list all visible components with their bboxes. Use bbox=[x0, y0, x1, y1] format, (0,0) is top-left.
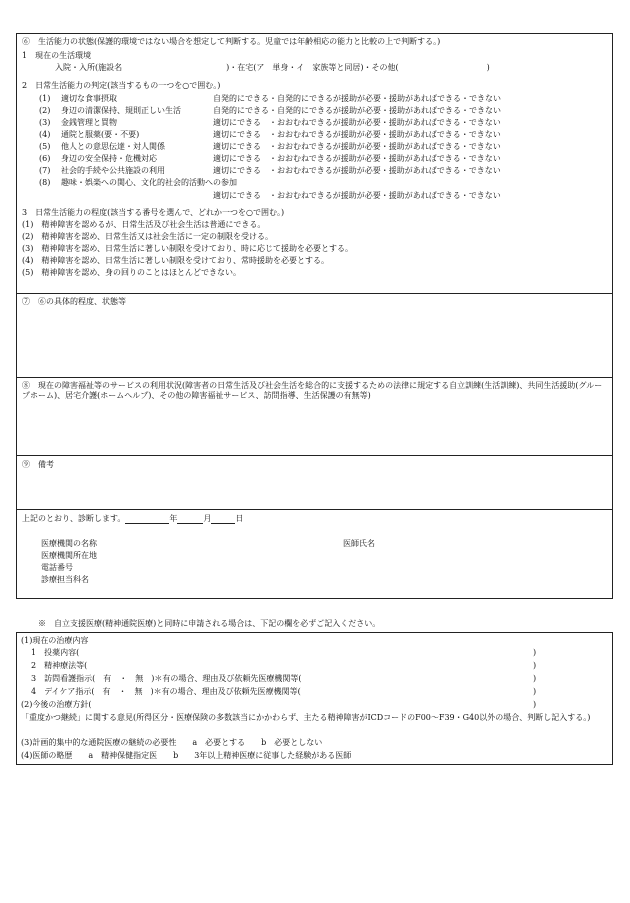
degree-option[interactable]: (3) 精神障害を認め、日常生活に著しい制限を受けており、時に応じて援助を必要とする。 bbox=[22, 244, 354, 253]
month-field[interactable] bbox=[177, 514, 203, 524]
treatment-box bbox=[16, 632, 613, 765]
day-field[interactable] bbox=[211, 514, 235, 524]
s8-field[interactable] bbox=[22, 406, 607, 452]
opinion-text: 「重度かつ継続」に関する意見(所得区分・医療保険の多数該当にかかわらず、主たる精神障害がICDコードのF00～F39・G40以外の場合、判断し記入する。) bbox=[21, 713, 591, 722]
divider bbox=[17, 377, 612, 378]
item-options[interactable]: 適切にできる ・おおむねできるが援助が必要・援助があればできる・できない bbox=[213, 154, 501, 163]
item-label: 他人との意思伝達・対人関係 bbox=[61, 142, 165, 151]
item-options[interactable]: 適切にできる ・おおむねできるが援助が必要・援助があればできる・できない bbox=[213, 166, 501, 175]
treatment-line[interactable]: 2 精神療法等( bbox=[31, 661, 88, 670]
department: 診療担当科名 bbox=[41, 575, 89, 584]
doctor-name: 医師氏名 bbox=[343, 539, 375, 548]
s6-heading: ⑥ 生活能力の状態(保護的環境ではない場合を想定して判断する。児童では年齢相応の能力と比較の上で判断する。) bbox=[22, 37, 441, 46]
degree-option[interactable]: (5) 精神障害を認め、身の回りのことはほとんどできない。 bbox=[22, 268, 242, 277]
item-label: 通院と服薬(要・不要) bbox=[61, 130, 140, 139]
current-treatment-title: (1)現在の治療内容 bbox=[21, 636, 89, 645]
close-paren: ) bbox=[533, 674, 537, 683]
item-options[interactable]: 自発的にできる・自発的にできるが援助が必要・援助があればできる・できない bbox=[213, 106, 501, 115]
month-label: 月 bbox=[203, 514, 212, 523]
s7-field[interactable] bbox=[22, 310, 607, 374]
s9-heading: ⑨ 備考 bbox=[22, 460, 54, 469]
s9-field[interactable] bbox=[22, 474, 607, 506]
item-label: 金銭管理と買物 bbox=[61, 118, 117, 127]
treatment-line[interactable]: 4 デイケア指示( 有 ・ 無 )＊有の場合、理由及び依頼先医療機関等( bbox=[31, 687, 301, 696]
item-no: (2) bbox=[39, 106, 51, 115]
item-options[interactable]: 適切にできる ・おおむねできるが援助が必要・援助があればできる・できない bbox=[213, 118, 501, 127]
item-no: (4) bbox=[39, 130, 51, 139]
s7-heading: ⑦ ⑥の具体的程度、状態等 bbox=[22, 297, 126, 306]
judge-title: 2 日常生活能力の判定(該当するもの一つを○で囲む。) bbox=[22, 81, 221, 90]
year-label: 年 bbox=[169, 514, 178, 523]
item-label: 適切な食事摂取 bbox=[61, 94, 117, 103]
treatment-line[interactable]: 1 投薬内容( bbox=[31, 648, 80, 657]
year-field[interactable] bbox=[125, 514, 169, 524]
item-no: (6) bbox=[39, 154, 51, 163]
item-no: (7) bbox=[39, 166, 51, 175]
item-no: (5) bbox=[39, 142, 51, 151]
degree-title: 3 日常生活能力の程度(該当する番号を選んで、どれか一つを○で囲む。) bbox=[22, 208, 285, 217]
item-no: (1) bbox=[39, 94, 51, 103]
career-line[interactable]: (4)医師の略歴 a 精神保健指定医 b 3年以上精神医療に従事した経験がある医師 bbox=[21, 751, 352, 760]
institution-name: 医療機関の名称 bbox=[41, 539, 97, 548]
divider bbox=[17, 455, 612, 456]
policy-line[interactable]: (2)今後の治療方針( bbox=[21, 700, 92, 709]
close-paren: ) bbox=[533, 700, 537, 709]
diagnosis-date[interactable] bbox=[22, 514, 243, 524]
assessment-form bbox=[16, 33, 613, 599]
item-options[interactable]: 適切にできる ・おおむねできるが援助が必要・援助があればできる・できない bbox=[213, 130, 501, 139]
treatment-line[interactable]: 3 訪問看護指示( 有 ・ 無 )＊有の場合、理由及び依頼先医療機関等( bbox=[31, 674, 302, 683]
diagnosis-prefix: 上記のとおり、診断します。 bbox=[22, 514, 126, 523]
necessity-line[interactable]: (3)計画的集中的な通院医療の継続の必要性 a 必要とする b 必要としない bbox=[21, 738, 323, 747]
degree-option[interactable]: (2) 精神障害を認め、日常生活又は社会生活に一定の制限を受ける。 bbox=[22, 232, 274, 241]
s8-heading: ⑧ 現在の障害福祉等のサービスの利用状況(障害者の日常生活及び社会生活を総合的に支援するための法律に規定する自立訓練(生活訓練)、共同生活援助(グループホーム)、居宅介護(ホームヘルプ)、その他の障害福祉サービス、訪問指導、生活保護の有無等) bbox=[22, 381, 603, 400]
divider bbox=[17, 293, 612, 294]
divider bbox=[17, 509, 612, 510]
item-label: 趣味・娯楽への関心、文化的社会的活動への参加 bbox=[61, 178, 237, 187]
item-label: 社会的手続や公共施設の利用 bbox=[61, 166, 165, 175]
env-title: 1 現在の生活環境 bbox=[22, 51, 92, 60]
phone: 電話番号 bbox=[41, 563, 73, 572]
close-paren: ) bbox=[533, 661, 537, 670]
day-label: 日 bbox=[235, 514, 244, 523]
env-line[interactable]: 入院・入所(施設名 )・在宅(ア 単身・イ 家族等と同居)・その他( ) bbox=[55, 63, 490, 72]
item-label: 身辺の清潔保持、規則正しい生活 bbox=[61, 106, 181, 115]
degree-option[interactable]: (4) 精神障害を認め、日常生活に著しい制限を受けており、常時援助を必要とする。 bbox=[22, 256, 330, 265]
institution-address: 医療機関所在地 bbox=[41, 551, 97, 560]
item-no: (3) bbox=[39, 118, 51, 127]
item-no: (8) bbox=[39, 178, 51, 187]
close-paren: ) bbox=[533, 648, 537, 657]
item-label: 身辺の安全保持・危機対応 bbox=[61, 154, 157, 163]
close-paren: ) bbox=[533, 687, 537, 696]
item-options[interactable]: 自発的にできる・自発的にできるが援助が必要・援助があればできる・できない bbox=[213, 94, 501, 103]
note: ※ 自立支援医療(精神通院医療)と同時に申請される場合は、下記の欄を必ずご記入ください。 bbox=[38, 619, 381, 628]
degree-option[interactable]: (1) 精神障害を認めるが、日常生活及び社会生活は普通にできる。 bbox=[22, 220, 266, 229]
item-options[interactable]: 適切にできる ・おおむねできるが援助が必要・援助があればできる・できない bbox=[213, 191, 501, 200]
item-options[interactable]: 適切にできる ・おおむねできるが援助が必要・援助があればできる・できない bbox=[213, 142, 501, 151]
